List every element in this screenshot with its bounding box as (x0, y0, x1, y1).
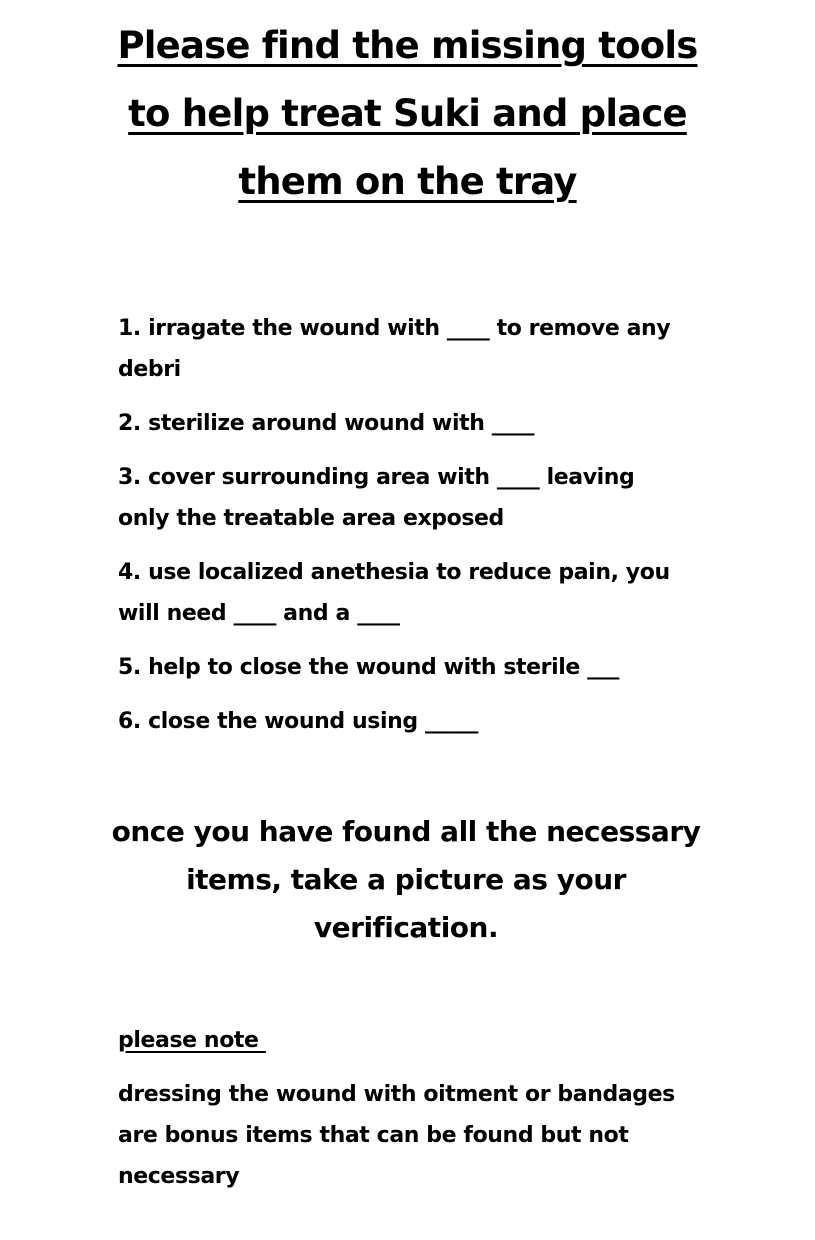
note-line-2: are bonus items that can be found but not (118, 1123, 629, 1148)
note-heading: please note (118, 1028, 266, 1053)
step-3-line-1: 3. cover surrounding area with ____ leaving (118, 465, 635, 490)
instruction-step-4 (118, 552, 718, 634)
step-3-line-2: only the treatable area exposed (118, 506, 504, 531)
title-line-2: to help treat Suki and place (128, 92, 687, 135)
instruction-step-3 (118, 457, 718, 539)
step-4-line-1: 4. use localized anethesia to reduce pain, you (118, 560, 670, 585)
instruction-step-1 (118, 308, 718, 390)
step-1-line-1: 1. irragate the wound with ____ to remove any (118, 316, 671, 341)
step-2-line-1: 2. sterilize around wound with ____ (118, 411, 535, 436)
closing-instruction (100, 808, 712, 952)
title-line-1: Please find the missing tools (117, 24, 698, 67)
step-4-line-2: will need ____ and a ____ (118, 601, 400, 626)
closing-line-1: once you have found all the necessary (111, 815, 701, 848)
instruction-step-6 (118, 701, 718, 742)
note-line-1: dressing the wound with oitment or bandages (118, 1082, 675, 1107)
closing-line-2: items, take a picture as your (186, 863, 626, 896)
instruction-step-5 (118, 647, 718, 688)
step-5-line-1: 5. help to close the wound with sterile ___ (118, 655, 619, 680)
note-line-3: necessary (118, 1164, 240, 1189)
instruction-list (118, 308, 718, 755)
instruction-step-2 (118, 403, 718, 444)
closing-line-3: verification. (313, 911, 499, 944)
step-1-line-2: debri (118, 357, 181, 382)
step-6-line-1: 6. close the wound using _____ (118, 709, 478, 734)
title-line-3: them on the tray (238, 160, 577, 203)
page-title (60, 12, 755, 216)
note-body (118, 1074, 708, 1197)
